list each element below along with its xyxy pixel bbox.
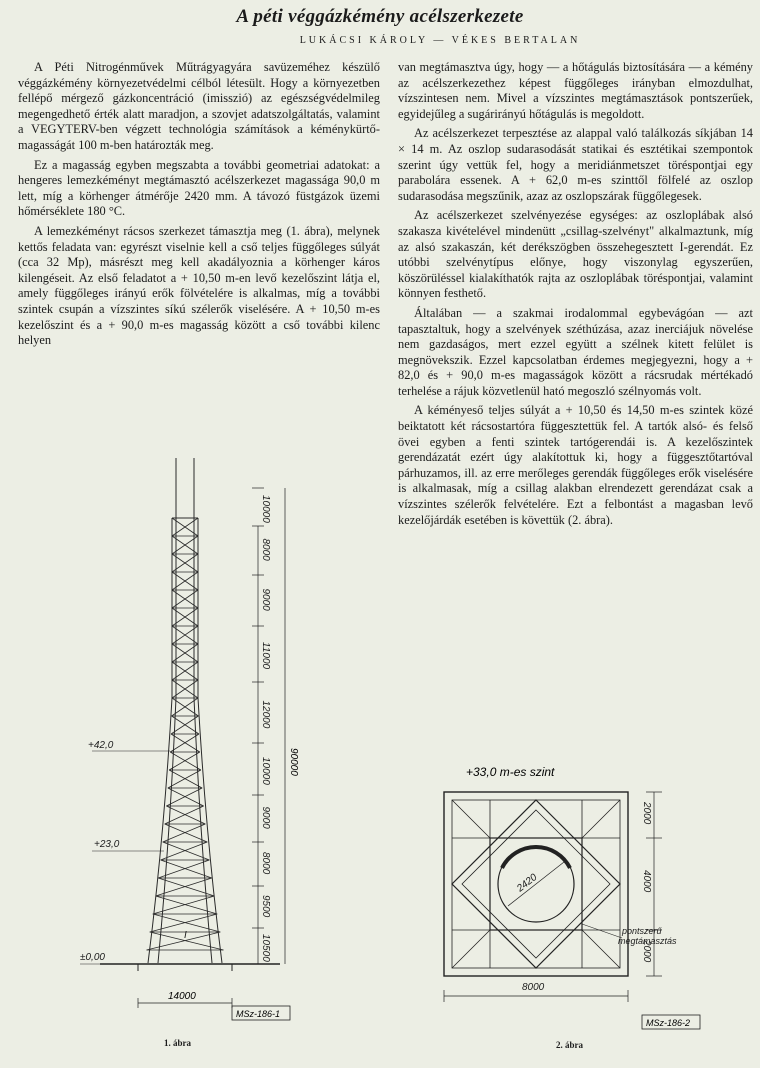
lattice-member: [156, 878, 212, 896]
detail-label: I: [184, 930, 187, 941]
stamp-2: MSz-186-2: [646, 1018, 691, 1028]
dim-segment-label: 9000: [260, 588, 271, 611]
support-label-2: megtámasztás: [618, 936, 677, 946]
figure-1-caption: 1. ábra: [164, 1038, 191, 1048]
dim-segment-label: 9000: [260, 806, 271, 829]
figure-2-caption: 2. ábra: [556, 1040, 583, 1050]
dim-segment-label: 8000: [260, 538, 271, 561]
right-text-column: [398, 60, 753, 532]
article-title: A péti véggázkémény acélszerkezete: [236, 6, 524, 27]
paragraph: Az acélszerkezet szelvényezése egységes: az oszloplábak alsó szakasza kivételével mindenütt „csillag-szelvényt" alkalmaztunk, míg az alsó szakaszán, két derékszögben összehegesztett I-gerendát. Ez utóbbi szelvénytípus előnye, hogy viszonylag egyszerűen, köszörüléssel kialakíthatók rajta az oszloplábak töréspontjai, valamint könnyen festhető.: [398, 208, 753, 301]
dim-2000-bottom: 2000: [641, 940, 652, 963]
stamp-1: MSz-186-1: [236, 1009, 281, 1019]
lattice-member: [168, 770, 201, 788]
dim-segment-label: 11000: [260, 642, 271, 670]
paragraph: van megtámasztva úgy, hogy — a hőtágulás biztosítására — a kémény az acélszerkezethez képest függőleges irányban elmozdulhat, vízszintesen nem. Mivel a vízszintes megtámasztások pontszerűek, egyidejűleg a sugárirányú hőtágulás is megoldott.: [398, 60, 753, 121]
lattice-member: [158, 878, 214, 896]
figure-2-plan-drawing: [432, 762, 722, 1037]
level-23: +23,0: [94, 839, 120, 850]
dim-segment-label: 9500: [260, 895, 271, 918]
paragraph: Az acélszerkezet terpesztése az alappal való találkozás síkjában 14 × 14 m. Az oszlop sudarasodását statikai és esztétikai szempontok szerint úgy vettük fel, hogy a meridiánmetszet töréspontjai egy parabolára essenek. A + 62,0 m-es szinttől fölfelé az oszlop sudarasodása megszűnik, azaz az oszlopszárak függőlegesek.: [398, 126, 753, 203]
dim-segment-label: 10000: [260, 495, 271, 523]
dim-total: 90000: [288, 748, 299, 776]
base-width: 14000: [168, 991, 196, 1002]
figure-1-tower-drawing: [80, 458, 320, 1038]
paragraph: Ez a magasság egyben megszabta a további geometriai adatokat: a hengeres lemezkéményt megtámasztó acélszerkezet magassága 90,0 m lett, míg a körhenger átmérője 2420 mm. A távozó füstgázok üzemi hőmérséklete 180 °C.: [18, 157, 380, 219]
level-42: +42,0: [88, 740, 114, 751]
diameter: 2420: [515, 871, 540, 895]
lattice-member: [153, 896, 215, 914]
level-label: +33,0 m-es szint: [466, 765, 555, 779]
dim-4000: 4000: [641, 870, 652, 893]
dim-segment-label: 10000: [260, 757, 271, 785]
lattice-member: [169, 770, 202, 788]
paragraph: A lemezkéményt rácsos szerkezet támasztja meg (1. ábra), melynek kettős feladata van: egyrészt viselnie kell a cső teljes függőleges súlyát (cca 32 Mp), másrészt meg kell akadályoznia a körhenger káros kilengéseit. Az első feladatot a + 10,50 m-en levő kezelőszint látja el, amely függőleges irányú erők fölvételére is alkalmas, míg a további szintek csupán a vízszintes síkú szélerők viselésére. A + 10,50 m-es kezelőszint és a + 90,0 m-es magasság között a cső további kilenc helyen: [18, 223, 380, 348]
left-text-column: [18, 60, 380, 353]
support-label-1: pontszerű: [622, 926, 662, 936]
width: 8000: [522, 982, 545, 993]
dim-segment-label: 8000: [260, 852, 271, 875]
authors: LUKÁCSI KÁROLY — VÉKES BERTALAN: [299, 35, 581, 46]
paragraph: A kéményeső teljes súlyát a + 10,50 és 14,50 m-es szintek közé beiktatott két rácsostartóra függesztettük fel. A tartók alsó- és felső övei egyben a fenti szintek tartógerendái is. A kezelőszintek gerendázatát ezért úgy alakítottuk ki, hogy a függesztőtartóval párhuzamos, ill. az erre merőleges gerendák függőleges erők viselésére is alkalmasak, míg a csillag alakban elrendezett gerendázat csak a vízszintes szélerők felvételére. Ezt a felbontást a magasban levő kezelőjárdák esetében is követtük (2. ábra).: [398, 403, 753, 527]
dim-segment-label: 12000: [260, 700, 271, 729]
paragraph: Általában — a szakmai irodalommal egybevágóan — azt tapasztaltuk, hogy a szelvények széthúzása, azaz inerciájuk növelése nem gazdaságos, mert ezzel együtt a szélnek kitett felület is megnövekszik. Ezzel kapcsolatban érdemes megjegyezni, hogy a + 82,0 és + 90,0 m-es magasságok között a rácsrudak mértékadó terhelése a rájuk közvetlenül ható megoszló szélnyomás volt.: [398, 305, 753, 398]
dim-2000-top: 2000: [641, 802, 652, 825]
lattice-member: [156, 896, 218, 914]
level-0: ±0,00: [80, 952, 105, 963]
paragraph: A Péti Nitrogénművek Műtrágyagyára savüzeméhez készülő véggázkémény környezetvédelmi célból létesült. Hogy a környezetben fellépő mérgező gázkoncentráció (imisszió) az egészségvédelmileg megengedhető érték alatt maradjon, a szovjet adatszolgáltatás, valamint a VEGYTERV-ben végzett technológia számítások a kéménykürtő-magasságát 100 m-ben határozták meg.: [18, 60, 380, 152]
dim-segment-label: 10500: [260, 934, 271, 962]
